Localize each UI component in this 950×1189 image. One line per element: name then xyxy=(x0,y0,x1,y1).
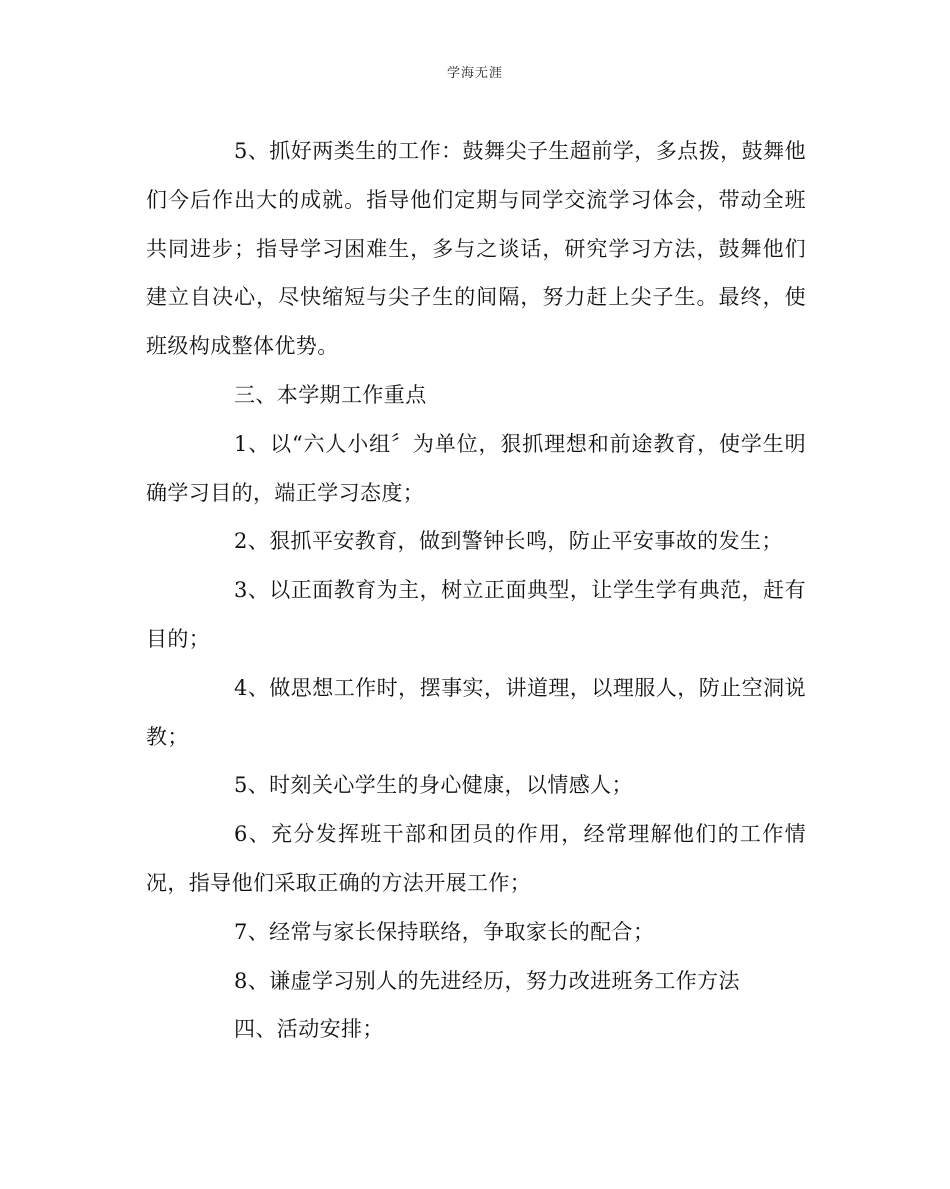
list-item: 4、做思想工作时，摆事实，讲道理，以理服人，防止空洞说教； xyxy=(146,675,806,749)
list-item: 3、以正面教育为主，树立正面典型，让学生学有典范，赶有目的； xyxy=(146,578,806,651)
list-item: 8、谦虚学习别人的先进经历，努力改进班务工作方法 xyxy=(234,968,740,993)
list-item: 7、经常与家长保持联络，争取家长的配合； xyxy=(234,919,655,944)
section-heading-activities: 四、活动安排； xyxy=(234,1017,384,1042)
list-item: 5、时刻关心学生的身心健康，以情感人； xyxy=(234,773,633,798)
document-body xyxy=(146,127,806,1054)
section-heading-work-focus: 三、本学期工作重点 xyxy=(234,382,427,407)
list-item: 1、以“六人小组〞为单位，狠抓理想和前途教育，使学生明确学习目的，端正学习态度； xyxy=(146,431,806,505)
list-item: 6、充分发挥班干部和团员的作用，经常理解他们的工作情况，指导他们采取正确的方法开展工作； xyxy=(146,822,806,895)
paragraph-two-types-students: 5、抓好两类生的工作：鼓舞尖子生超前学，多点拨，鼓舞他们今后作出大的成就。指导他们定期与同学交流学习体会，带动全班共同进步；指导学习困难生，多与之谈话，研究学习方法，鼓舞他们建立自决心，尽快缩短与尖子生的间隔，努力赶上尖子生。最终，使班级构成整体优势。 xyxy=(146,139,806,359)
page-header: 学海无涯 xyxy=(446,66,503,81)
list-item: 2、狠抓平安教育，做到警钟长鸣，防止平安事故的发生； xyxy=(234,529,783,554)
